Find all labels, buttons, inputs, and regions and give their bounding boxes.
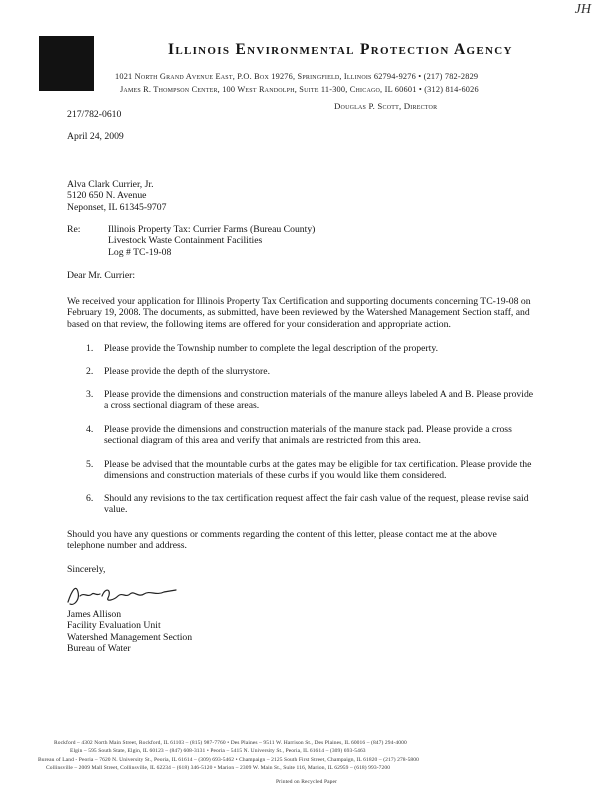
sign-off: Sincerely,: [67, 564, 106, 575]
list-item: Please be advised that the mountable curbs at the gates may be eligible for tax certification. Please provide the dimensions and construction materials of these curbs if you would like them considered.: [104, 459, 532, 482]
re-log-number: Log # TC-19-08: [108, 246, 172, 258]
re-label: Re:: [67, 224, 81, 235]
agency-logo: [39, 36, 94, 91]
address-line-springfield: 1021 North Grand Avenue East, P.O. Box 19276, Springfield, Illinois 62794-9276 • (217) 782-2829: [115, 72, 479, 81]
handwritten-initials: JH: [574, 2, 591, 17]
re-block: [108, 224, 315, 258]
printed-on-recycled-paper: Printed on Recycled Paper: [276, 779, 337, 785]
footer-office-line: Collinsville – 2009 Mall Street, Collinsville, IL 62234 – (618) 346-5120 • Marion – 2309 W. Main St., Suite 116, Marion, IL 62959 – (618) 993-7200: [46, 765, 391, 771]
item-number: 3.: [86, 389, 94, 400]
signer-unit: Facility Evaluation Unit: [67, 620, 161, 632]
signer-block: [67, 609, 192, 655]
list-item: Should any revisions to the tax certification request affect the fair cash value of the request, please revise said value.: [104, 493, 529, 516]
address-line-chicago: James R. Thompson Center, 100 West Randolph, Suite 11-300, Chicago, IL 60601 • (312) 814-6026: [120, 85, 479, 94]
closing-paragraph: Should you have any questions or comments regarding the content of this letter, please contact me at the above telephone number and address.: [67, 529, 497, 552]
list-item: Please provide the Township number to complete the legal description of the property.: [104, 343, 438, 354]
footer-office-line: Rockford – 4302 North Main Street, Rockford, IL 61103 – (815) 987-7760 • Des Plaines – 9511 W. Harrison St., Des Plaines, IL 60016 – (847) 294-4000: [54, 740, 407, 746]
letter-date: April 24, 2009: [67, 131, 124, 142]
item-number: 2.: [86, 366, 94, 377]
director-name: Douglas P. Scott, Director: [334, 101, 438, 111]
footer-office-line: Bureau of Land - Peoria – 7620 N. University St., Peoria, IL 61614 – (309) 693-5462 • Champaign – 2125 South First Street, Champaign, IL 61820 – (217) 278-5800: [38, 757, 419, 763]
list-item: Please provide the dimensions and construction materials of the manure alleys labeled A and B. Please provide a cross sectional diagram of these areas.: [104, 389, 534, 412]
signer-section: Watershed Management Section: [67, 631, 193, 643]
signer-bureau: Bureau of Water: [67, 643, 131, 655]
recipient-block: [67, 179, 166, 213]
signer-name: James Allison: [67, 609, 122, 620]
list-item: Please provide the dimensions and construction materials of the manure stack pad. Please provide a cross sectional diagram of this area and verify that animals are restricted from this area.: [104, 424, 512, 447]
item-number: 4.: [86, 424, 94, 435]
item-number: 5.: [86, 459, 94, 470]
item-number: 1.: [86, 343, 94, 354]
item-number: 6.: [86, 493, 94, 504]
re-subject: Illinois Property Tax: Currier Farms (Bureau County): [108, 224, 316, 235]
recipient-name: Alva Clark Currier, Jr.: [67, 179, 154, 190]
footer-office-line: Elgin – 595 South State, Elgin, IL 60123 – (847) 608-3131 • Peoria – 5415 N. University St., Peoria, IL 61614 – (309) 693-5463: [70, 748, 366, 754]
re-facility: Livestock Waste Containment Facilities: [108, 235, 263, 247]
recipient-city: Neponset, IL 61345-9707: [67, 201, 167, 213]
intro-paragraph: We received your application for Illinois Property Tax Certification and supporting documents concerning TC-19-08 on February 19, 2008. The documents, as submitted, have been reviewed by the Watershed Management Section staff, and based on that review, the following items are offered for your consideration and appropriate action.: [67, 296, 531, 330]
handwritten-signature: [64, 580, 184, 610]
salutation: Dear Mr. Currier:: [67, 270, 136, 281]
list-item: Please provide the depth of the slurrystore.: [104, 366, 270, 377]
agency-name: Illinois Environmental Protection Agency: [168, 41, 513, 58]
phone-number: 217/782-0610: [67, 109, 122, 120]
recipient-street: 5120 650 N. Avenue: [67, 190, 147, 202]
